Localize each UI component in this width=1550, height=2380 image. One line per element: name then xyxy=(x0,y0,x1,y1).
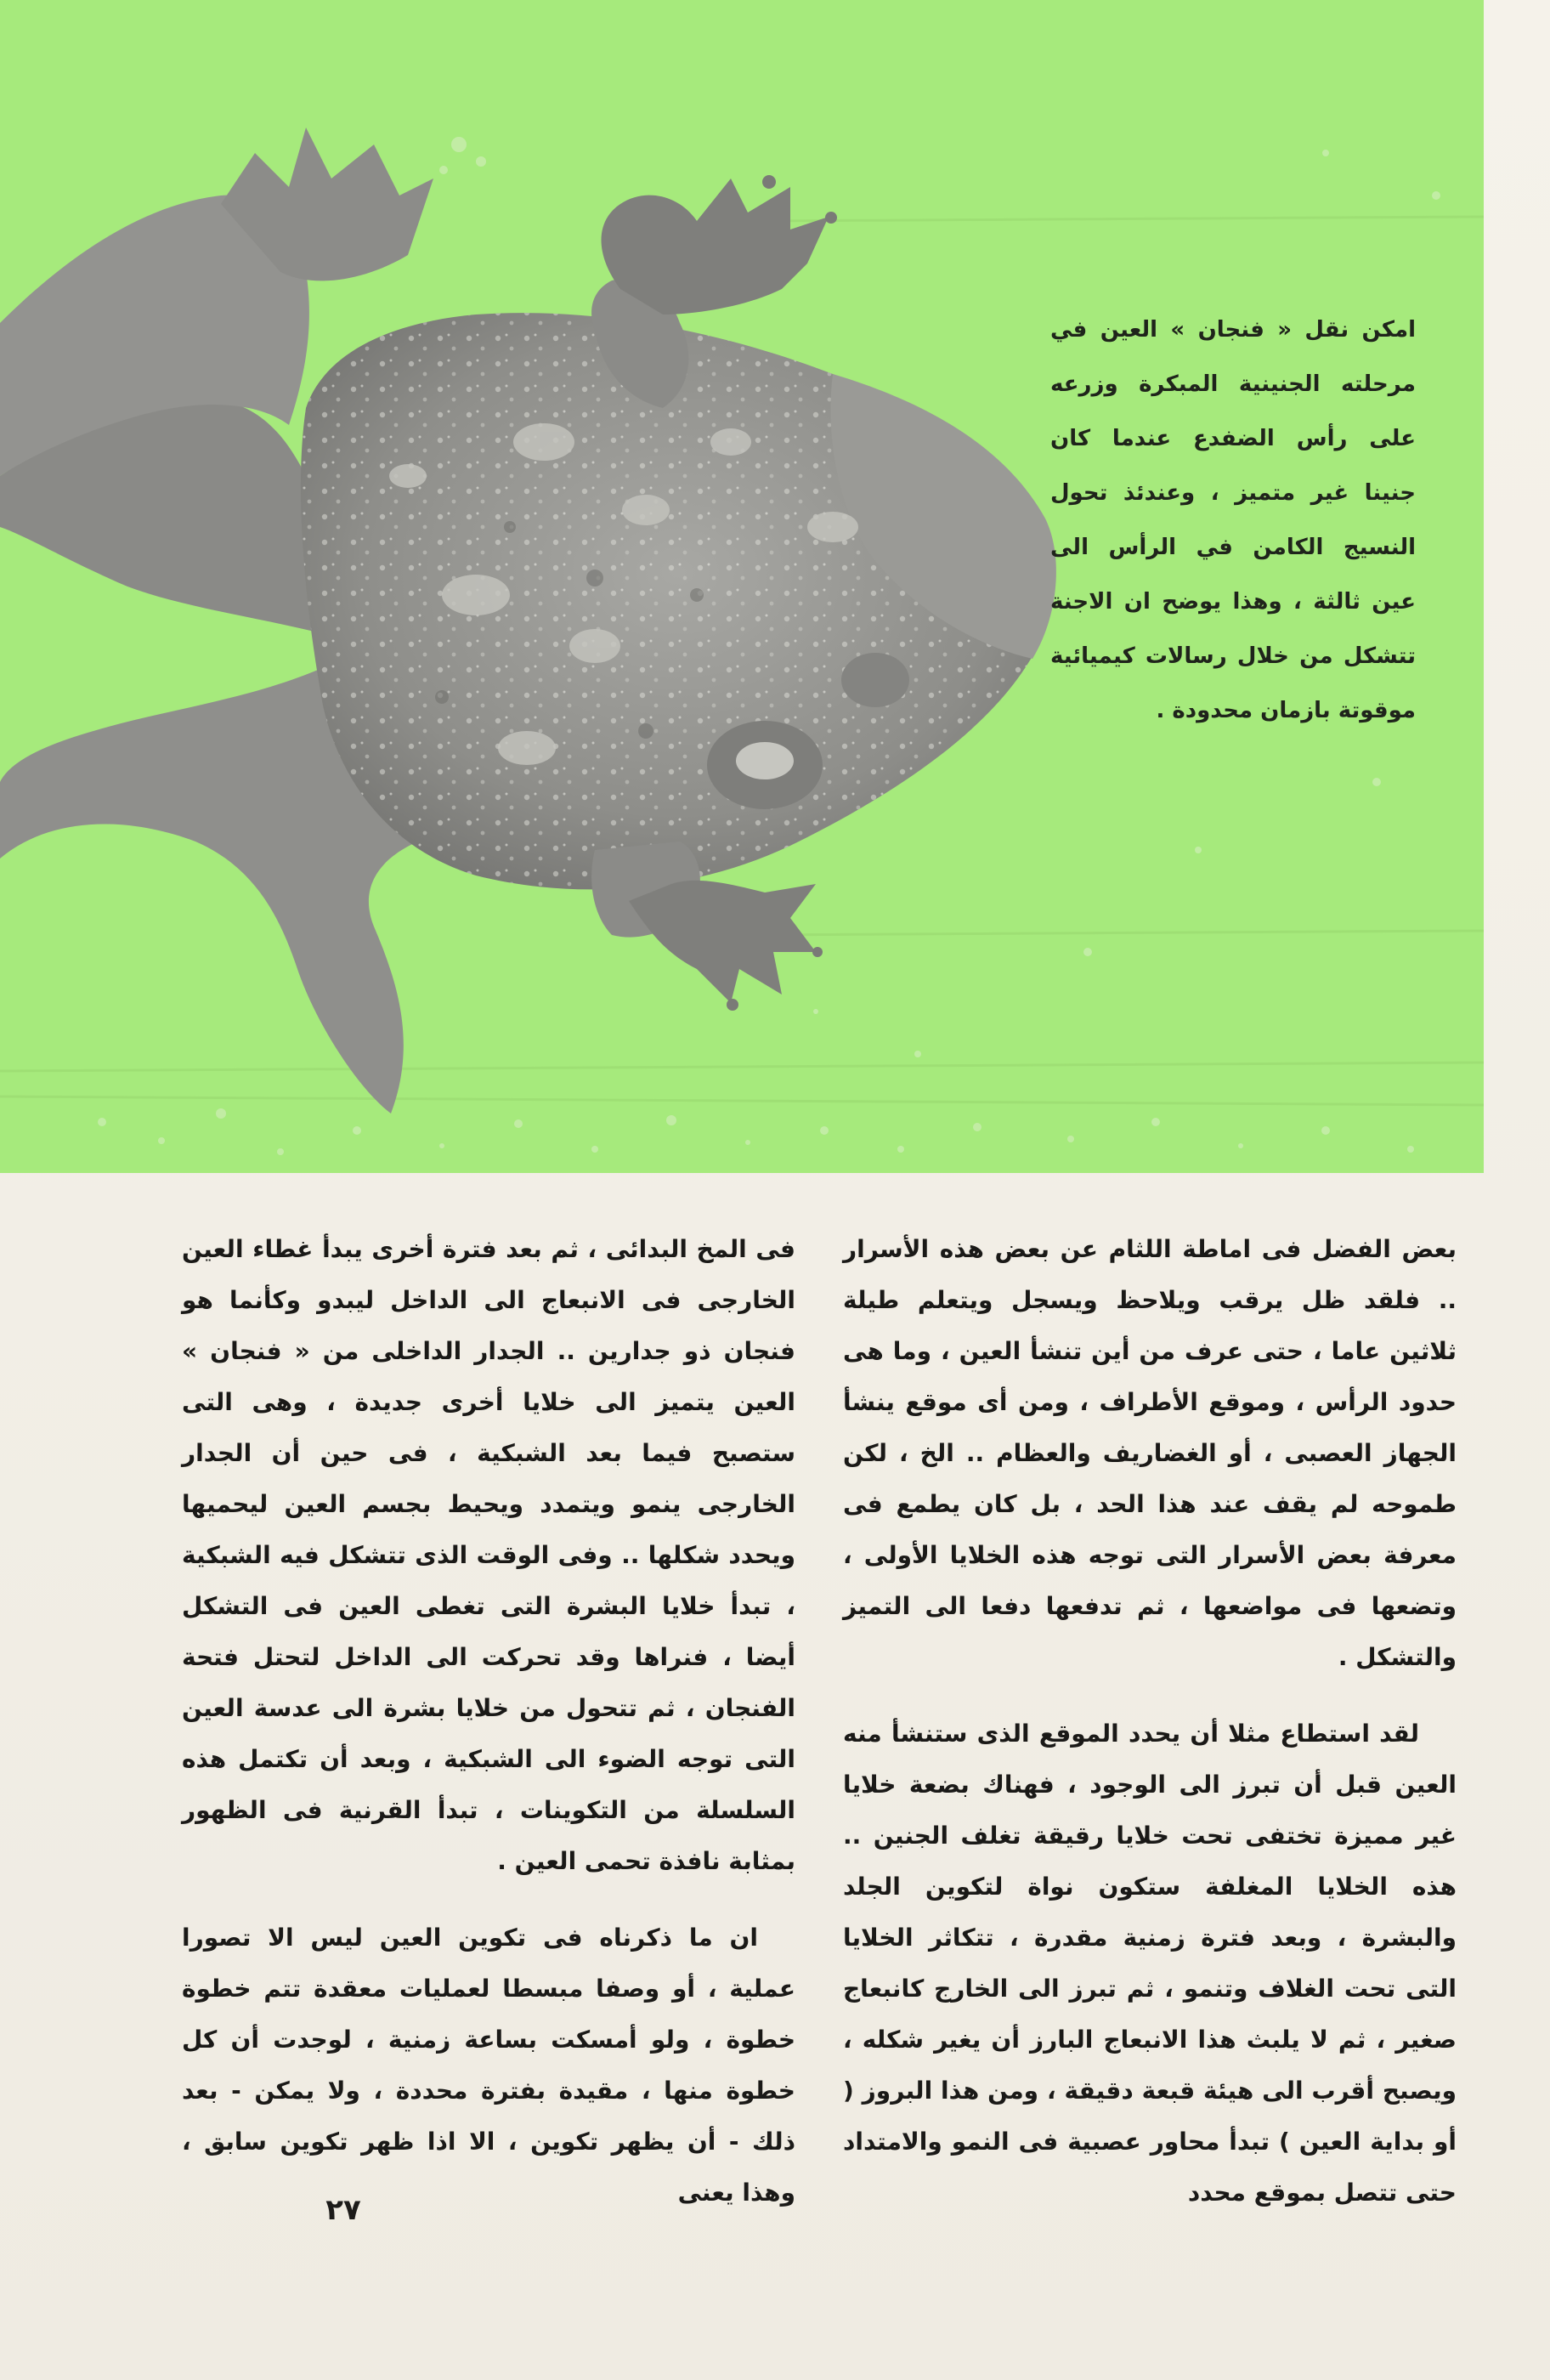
paragraph: فى المخ البدائى ، ثم بعد فترة أخرى يبدأ غطاء العين الخارجى فى الانبعاج الى الداخل ليبدو وكأنما هو فنجان ذو جدارين .. الجدار الداخلى من « فنجان » العين يتميز الى خلايا أخرى جديدة ، وهى التى ستصبح فيما بعد الشبكية ، فى حين أن الجدار الخارجى ينمو ويتمدد ويحيط بجسم العين ليحميها ويحدد شكلها .. وفى الوقت الذى تتشكل فيه الشبكية ، تبدأ خلايا البشرة التى تغطى العين فى التشكل أيضا ، فنراها وقد تحركت الى الداخل لتحتل فتحة الفنجان ، ثم تتحول من خلايا بشرة الى عدسة العين التى توجه الضوء الى الشبكية ، وبعد أن تكتمل هذه السلسلة من التكوينات ، تبدأ القرنية فى الظهور بمثابة نافذة تحمى العين . xyxy=(182,1235,795,1875)
page-number: ٢٧ xyxy=(325,2193,361,2227)
figure-caption: امكن نقل « فنجان » العين في مرحلته الجنينية المبكرة وزرعه على رأس الضفدع عندما كان جنينا غير متميز ، وعندئذ تحول النسيج الكامن في الرأس الى عين ثالثة ، وهذا يوضح ان الاجنة تتشكل من خلال رسالات كيميائية موقوتة بازمان محدودة . xyxy=(1050,317,1416,723)
article-column-left xyxy=(182,1224,795,2244)
frog-front-foot-top xyxy=(602,178,829,314)
article-column-right xyxy=(843,1224,1457,2244)
paragraph: لقد استطاع مثلا أن يحدد الموقع الذى ستنشأ منه العين قبل أن تبرز الى الوجود ، فهناك بضعة خلايا غير مميزة تختفى تحت خلايا رقيقة تغلف الجنين .. هذه الخلايا المغلفة ستكون نواة لتكوين الجلد والبشرة ، وبعد فترة زمنية مقدرة ، تتكاثر الخلايا التى تحت الغلاف وتنمو ، ثم تبرز الى الخارج كانبعاج صغير ، ثم لا يلبث هذا الانبعاج البارز أن يغير شكله ، ويصبح أقرب الى هيئة قبعة دقيقة ، ومن هذا البروز ( أو بداية العين ) تبدأ محاور عصبية فى النمو والامتداد حتى تتصل بموقع محدد xyxy=(843,1720,1457,2207)
paragraph: ان ما ذكرناه فى تكوين العين ليس الا تصورا عملية ، أو وصفا مبسطا لعمليات معقدة تتم خطوة خطوة ، ولو أمسكت بساعة زمنية ، لوجدت أن كل خطوة منها ، مقيدة بفترة محددة ، ولا يمكن - بعد ذلك - أن يظهر تكوين ، الا اذا ظهر تكوين سابق ، وهذا يعنى xyxy=(182,1924,795,2207)
frog-front-foot-bottom xyxy=(629,881,816,1003)
paragraph: بعض الفضل فى اماطة اللثام عن بعض هذه الأسرار .. فلقد ظل يرقب ويلاحظ ويسجل ويتعلم طيلة ثلاثين عاما ، حتى عرف من أين تنشأ العين ، وما هى حدود الرأس ، وموقع الأطراف ، ومن أى موقع ينشأ الجهاز العصبى ، أو الغضاريف والعظام .. الخ ، لكن طموحه لم يقف عند هذا الحد ، بل كان يطمع فى معرفة بعض الأسرار التى توجه هذه الخلايا الأولى ، وتضعها فى مواضعها ، ثم تدفعها دفعا الى التميز والتشكل . xyxy=(843,1235,1457,1671)
frog-illustration xyxy=(0,0,1484,1173)
